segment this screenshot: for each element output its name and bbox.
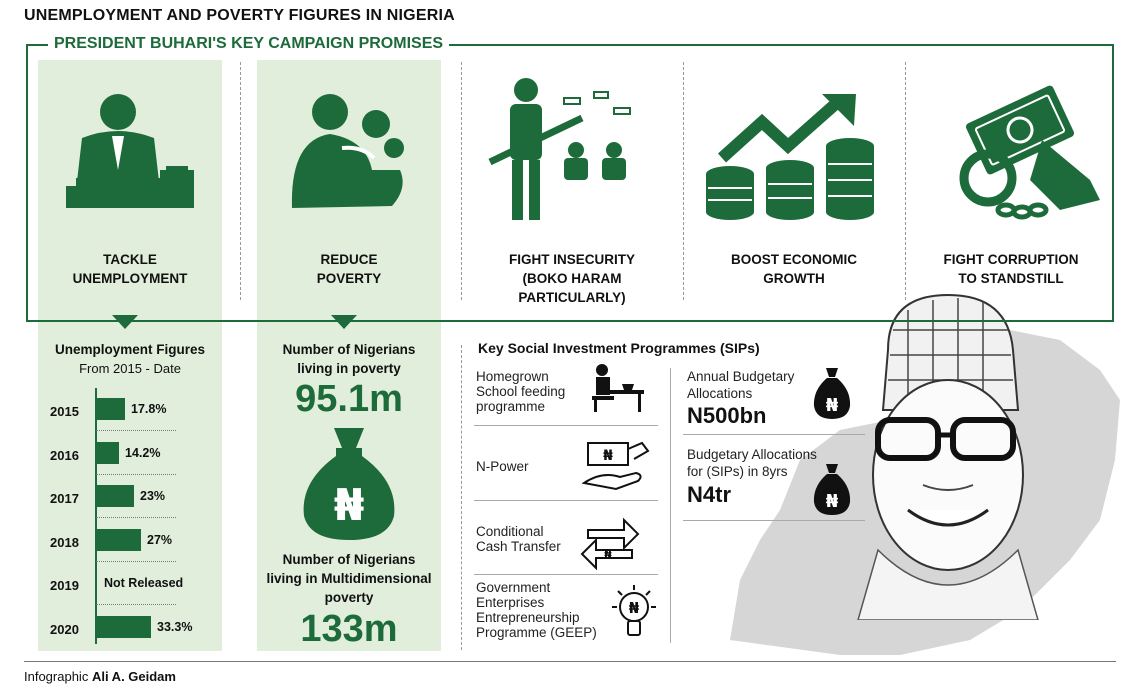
row-divider: [96, 604, 176, 605]
money-bag-icon: [296, 422, 402, 542]
year-label: 2015: [50, 404, 79, 419]
year-label: 2020: [50, 621, 79, 637]
budget-annual-label: Annual Budgetary Allocations: [687, 369, 795, 401]
unemployment-bar: [96, 442, 119, 464]
row-divider: [96, 474, 176, 475]
unemployment-value-label: 23%: [140, 489, 166, 503]
svg-text:₦: ₦: [825, 395, 839, 416]
growth-coins-icon: [700, 92, 880, 222]
buhari-portrait: [848, 290, 1048, 620]
poverty-family-icon: [282, 88, 422, 218]
sad-man-icon: [62, 90, 202, 220]
svg-text:₦: ₦: [604, 548, 612, 561]
year-label: 2019: [50, 578, 79, 593]
divider: [683, 520, 865, 521]
page-title: UNEMPLOYMENT AND POVERTY FIGURES IN NIGERIA: [24, 7, 455, 24]
divider: [683, 434, 865, 435]
unemployment-bar: [96, 616, 151, 638]
sip-school-feeding: Homegrown School feeding programme: [476, 369, 566, 414]
unemployment-value-label: Not Released: [104, 576, 184, 590]
idea-bulb-icon: [606, 583, 662, 645]
unemployment-value-label: 33.3%: [157, 619, 193, 634]
multidim-poverty-label: Number of Nigerians living in Multidimensional poverty: [266, 552, 432, 605]
money-bag-icon: [811, 366, 853, 420]
promises-title: PRESIDENT BUHARI'S KEY CAMPAIGN PROMISES: [48, 35, 449, 53]
row-divider: [96, 561, 176, 562]
unemployment-bar: [96, 529, 141, 551]
arrow-down-icon: [331, 315, 357, 329]
n-power-icon: [582, 435, 652, 493]
promise-label-unemployment: TACKLE UNEMPLOYMENT: [72, 252, 188, 286]
sips-title: Key Social Investment Programmes (SIPs): [478, 340, 760, 356]
year-label: 2017: [50, 491, 79, 506]
unemployment-subtitle: From 2015 - Date: [79, 361, 181, 376]
cash-transfer-icon: [580, 510, 640, 570]
budget-annual-value: N500bn: [687, 403, 767, 428]
sip-n-power: N-Power: [476, 459, 529, 474]
credit: Infographic Ali A. Geidam: [24, 669, 176, 684]
svg-text:₦: ₦: [333, 480, 365, 531]
row-divider: [96, 430, 176, 431]
sip-cash-transfer: Conditional Cash Transfer: [476, 524, 561, 554]
budget-sips-label: Budgetary Allocations for (SIPs) in 8yrs: [687, 447, 817, 479]
school-feeding-icon: [588, 362, 648, 412]
promise-label-insecurity: FIGHT INSECURITY (BOKO HARAM PARTICULARLY): [508, 252, 635, 305]
divider: [474, 500, 658, 501]
unemployment-bar: [96, 485, 134, 507]
unemployment-value-label: 27%: [147, 532, 173, 547]
svg-text:₦: ₦: [603, 448, 613, 464]
promise-label-economy: BOOST ECONOMIC GROWTH: [730, 252, 857, 286]
soldier-icon: [486, 76, 666, 226]
unemployment-axis: [95, 388, 97, 644]
unemployment-value-label: 17.8%: [131, 402, 167, 416]
poverty-value: 95.1m: [295, 378, 403, 420]
divider: [474, 425, 658, 426]
year-label: 2016: [50, 447, 79, 463]
promise-label-poverty: REDUCE POVERTY: [316, 252, 382, 286]
year-label: 2018: [50, 534, 79, 550]
promise-label-corruption: FIGHT CORRUPTION TO STANDSTILL: [943, 252, 1079, 286]
unemployment-value-label: 14.2%: [125, 445, 161, 460]
divider: [461, 345, 462, 650]
poverty-label: Number of Nigerians living in poverty: [282, 342, 416, 376]
svg-text:₦: ₦: [628, 599, 640, 617]
unemployment-title: Unemployment Figures: [54, 342, 206, 357]
money-bag-icon: [811, 462, 853, 516]
divider: [670, 368, 671, 643]
arrow-down-icon: [112, 315, 138, 329]
divider: [474, 574, 658, 575]
row-divider: [96, 517, 176, 518]
unemployment-bar: [96, 398, 125, 420]
svg-text:₦: ₦: [825, 491, 839, 512]
footer-divider: [24, 661, 1116, 662]
sip-geep: Government Enterprises Entrepreneurship Programme (GEEP): [476, 580, 597, 640]
handcuff-money-icon: [950, 80, 1110, 225]
budget-sips-value: N4tr: [687, 482, 732, 507]
multidim-poverty-value: 133m: [300, 608, 398, 650]
